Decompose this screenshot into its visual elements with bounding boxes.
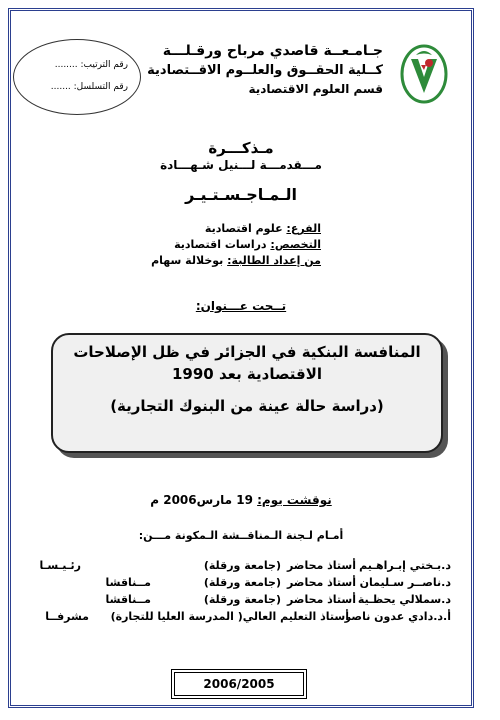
reference-stamp	[13, 39, 141, 115]
jury-row	[31, 557, 451, 574]
student-row	[151, 253, 321, 269]
defense-date-value: 19 مارس2006 م	[150, 493, 253, 507]
jury-affiliation: (جامعة ورقلة)	[203, 576, 281, 589]
student-value: بوخلالة سهام	[151, 254, 224, 267]
student-info	[151, 221, 321, 269]
university-header	[123, 41, 383, 98]
thesis-subtitle: (دراسة حالة عينة من البنوك التجارية)	[110, 397, 384, 415]
memo-title: مـذكـــرة	[208, 139, 274, 157]
under-title-label: تــحت عـــنوان:	[195, 299, 287, 313]
jury-name: أ.د.دادي عدون ناصر	[344, 610, 451, 623]
jury-name: د.ناصــر سـليمان	[359, 576, 451, 589]
degree-title: الـمـاجـسـتـيـر	[185, 185, 297, 204]
branch-label: الفرع:	[286, 222, 321, 235]
jury-rank: أستاذ محاضر	[286, 576, 356, 589]
serial-number-label: رقم التسلسل: .......	[50, 82, 128, 92]
jury-role: مشرفــا	[45, 610, 89, 623]
faculty-name: كــلية الحقــوق والعلــوم الاقــتصادية	[147, 63, 383, 78]
university-logo-icon	[399, 43, 449, 105]
department-name: قسم العلوم الاقتصادية	[248, 82, 383, 96]
defense-date	[11, 493, 471, 507]
jury-role: رئـيـسـا	[39, 559, 81, 572]
jury-rank: أستاذ محاضر	[286, 559, 356, 572]
jury-role: مــناقشا	[105, 593, 151, 606]
jury-role: مــناقشا	[105, 576, 151, 589]
jury-row	[31, 591, 451, 608]
page-frame	[8, 8, 474, 708]
jury-title: أمـام لـجنة الـمناقــشة الـمكونة مـــن:	[138, 529, 344, 542]
specialty-label: التخصص:	[270, 238, 321, 251]
jury-list	[31, 557, 451, 625]
memo-subtitle: مـــقدمـــة لـــنيل شـهـــادة	[160, 158, 322, 172]
thesis-title-box	[51, 333, 443, 453]
jury-name: د.بـختي إبـراهـيم	[359, 559, 451, 572]
branch-value: علوم اقتصادية	[204, 222, 283, 235]
order-number-label: رقم الترتيب: ........	[54, 60, 128, 70]
thesis-title-line1: المنافسة البنكية في الجزائر في ظل الإصلاحات	[73, 343, 421, 361]
jury-rank: أستاذ محاضر	[286, 593, 356, 606]
jury-rank-affiliation: أستاذ التعليم العالي( المدرسة العليا للتجارة)	[110, 610, 349, 623]
defense-label: نوقشت يوم:	[257, 493, 332, 507]
jury-affiliation: (جامعة ورقلة)	[203, 593, 281, 606]
specialty-row	[151, 237, 321, 253]
academic-year: 2006/2005	[174, 672, 304, 696]
student-label: من إعداد الطالبة:	[227, 254, 321, 267]
university-name: جـامـعــة قاصدي مرباح ورقـلـــة	[162, 43, 383, 59]
jury-name: د.سملالي يحظـية	[357, 593, 451, 606]
academic-year-box	[171, 669, 307, 699]
thesis-title-line2: الاقتصادية بعد 1990	[171, 365, 323, 383]
jury-affiliation: (جامعة ورقلة)	[203, 559, 281, 572]
jury-row	[31, 608, 451, 625]
jury-row	[31, 574, 451, 591]
specialty-value: دراسات اقتصادية	[174, 238, 267, 251]
branch-row	[151, 221, 321, 237]
